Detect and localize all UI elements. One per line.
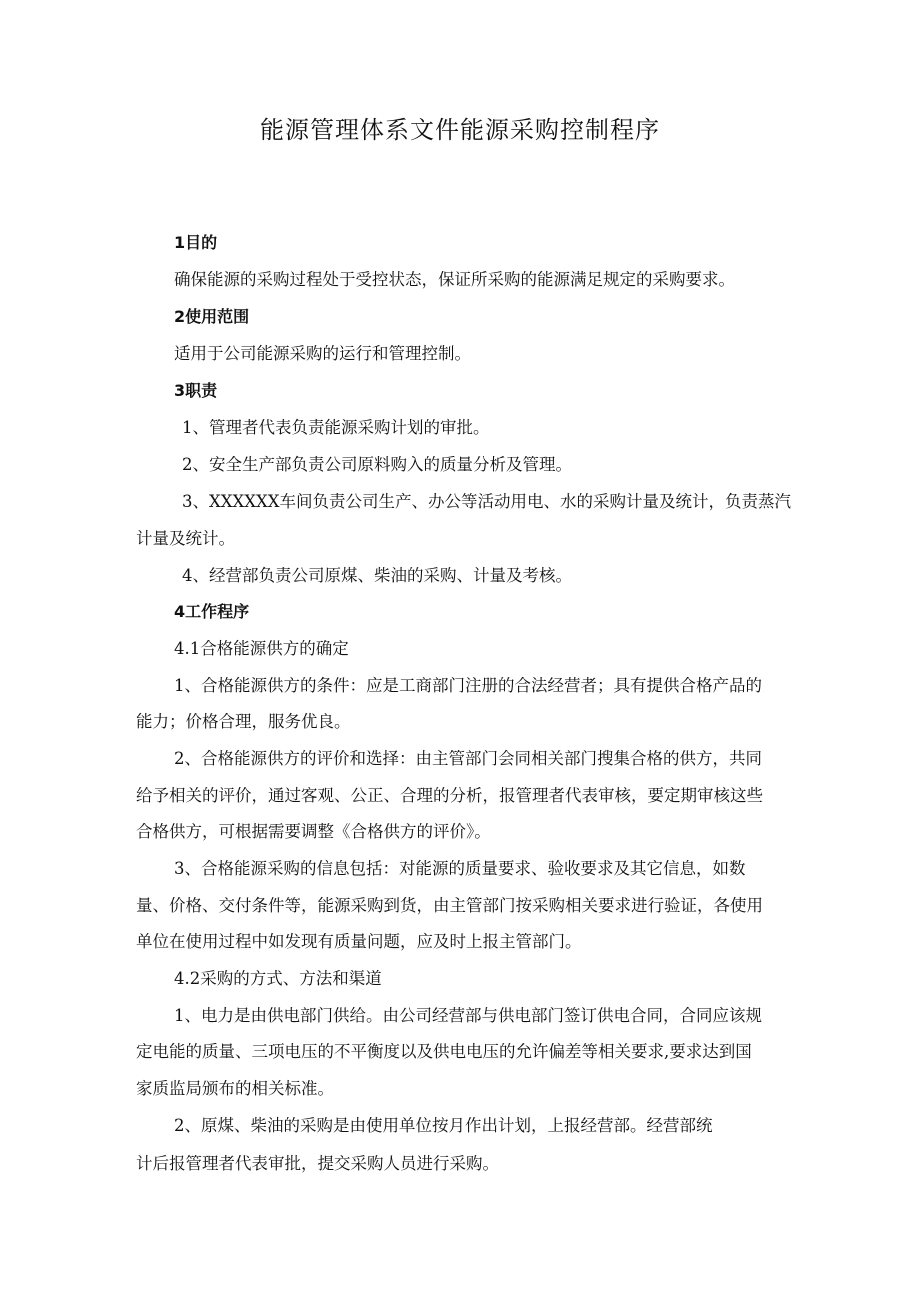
paragraph-line: 1、合格能源供方的条件：应是工商部门注册的合法经营者；具有提供合格产品的 — [174, 676, 762, 695]
section-heading-responsibilities: 3职责 — [174, 381, 218, 400]
paragraph-line: 定电能的质量、三项电压的不平衡度以及供电电压的允许偏差等相关要求,要求达到国 — [136, 1042, 752, 1061]
paragraph-line: 1、电力是由供电部门供给。由公司经营部与供电部门签订供电合同，合同应该规 — [174, 1006, 762, 1025]
paragraph-line: 计量及统计。 — [136, 529, 235, 548]
paragraph-line: 能力；价格合理，服务优良。 — [136, 712, 351, 731]
paragraph-line: 2、合格能源供方的评价和选择：由主管部门会同相关部门搜集合格的供方，共同 — [174, 749, 762, 768]
section-heading-purpose: 1目的 — [174, 233, 218, 252]
subsection-heading: 4.2采购的方式、方法和渠道 — [174, 969, 382, 988]
paragraph-line: 适用于公司能源采购的运行和管理控制。 — [174, 344, 471, 363]
paragraph-line: 1、管理者代表负责能源采购计划的审批。 — [182, 418, 490, 437]
paragraph-line: 3、合格能源采购的信息包括：对能源的质量要求、验收要求及其它信息，如数 — [174, 859, 746, 878]
document-title: 能源管理体系文件能源采购控制程序 — [260, 116, 660, 144]
paragraph-line: 4、经营部负责公司原煤、柴油的采购、计量及考核。 — [182, 566, 572, 585]
paragraph-line: 给予相关的评价，通过客观、公正、合理的分析，报管理者代表审核，要定期审核这些 — [136, 786, 763, 805]
paragraph-line: 单位在使用过程中如发现有质量问题，应及时上报主管部门。 — [136, 932, 582, 951]
paragraph-line: 家质监局颁布的相关标准。 — [136, 1079, 334, 1098]
paragraph-line: 2、安全生产部负责公司原料购入的质量分析及管理。 — [182, 455, 572, 474]
paragraph-line: 计后报管理者代表审批，提交采购人员进行采购。 — [136, 1154, 499, 1173]
paragraph-line: 3、XXXXXX车间负责公司生产、办公等活动用电、水的采购计量及统计，负责蒸汽 — [182, 492, 791, 511]
paragraph-line: 2、原煤、柴油的采购是由使用单位按月作出计划，上报经营部。经营部统 — [174, 1116, 713, 1135]
paragraph-line: 量、价格、交付条件等，能源采购到货，由主管部门按采购相关要求进行验证，各使用 — [136, 896, 763, 915]
paragraph-line: 合格供方，可根据需要调整《合格供方的评价》。 — [136, 822, 491, 841]
section-heading-procedure: 4工作程序 — [174, 602, 250, 621]
subsection-heading: 4.1合格能源供方的确定 — [174, 639, 349, 658]
paragraph-line: 确保能源的采购过程处于受控状态，保证所采购的能源满足规定的采购要求。 — [174, 270, 735, 289]
section-heading-scope: 2使用范围 — [174, 307, 250, 326]
